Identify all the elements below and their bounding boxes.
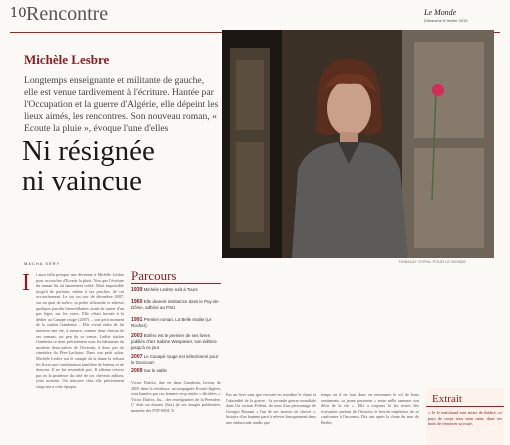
drop-cap: I (22, 270, 30, 296)
timeline-year: 1960 (131, 299, 143, 305)
extrait-text: « Je le marchand tout entier de théâtre, ce pays de corps sous mon cœur, dans ses mots de retrouver sa route, (428, 410, 502, 427)
page-number: 10 (10, 6, 27, 21)
timeline-year: 2009 (131, 368, 143, 374)
timeline-year: 2003 (131, 333, 143, 339)
timeline-year: 2007 (131, 354, 143, 360)
issue-date: Dimanche 8 février 2015 (424, 18, 468, 23)
timeline-text: Boléro est le premier de ses livres publiés chez Sabine Wespieser, son éditrice jusqu'à ce jour (131, 333, 217, 350)
headline-line-1: Ni résignée (22, 135, 155, 167)
article-byline: MACHA SÉRY (24, 261, 61, 266)
timeline-text: Le Canapé rouge est sélectionné pour le Goncourt (131, 354, 219, 366)
article-headline (22, 136, 222, 196)
body-column-1: l aura fallu presque une décennie à Michèle Lesbre pour accoucher d'Ecoute la pluie. Non que l'écriture du roman lui ait hautement coûté. Mais impossible jusqu'à de parfaire, même à ses proches, de cet accouchement. Le sac un soir de décembre 2007, sur un quai de métro, sa petite silhouette et adresse quelques paroles bienveillantes avant de sauter d'un pas léger, sur les voies. Elle s'était bornée à la dédier au Canapé rouge (2007) – son petit moment de la station Gambetta – Elle vivait enfin de lui remettre une vie, à mesure, comme dans chacun de ses romans, un peu de sa venue. Ladite station Gambetta se tient précisément sous les bâtiments du modeste deux-pièces de l'écrivain, à deux pas du cimetière du Père-Lachaise. Dans son petit salon, Michèle Lesbre sur le canapé où la dame la relisait les livres une combinaison familière de lenteur et de douceur. Il ne lui ressemble pas. Il affirme n'avoir pas eu la prudence du côté de ses cheveux auburn, yeux noisette. On retrouve chez elle précisément vingt ans à cette époque. (36, 272, 124, 389)
timeline-item (131, 333, 221, 350)
timeline-year: 1939 (131, 287, 143, 293)
timeline-item (131, 287, 221, 293)
photo-credit: THIBAULT STIPAL POUR LE MONDE (398, 259, 467, 264)
article-lede: Longtemps enseignante et militante de gauche, elle est venue tardivement à l'écriture. Hantée par l'Occupation et la guerre d'Algérie, elle dépeint les lieux aimés, les rencontres. Son nouveau roman, « Ecoute la pluie », évoque l'une d'elles (24, 75, 219, 134)
headline-line-2: ni vaincue (22, 165, 142, 197)
timeline-text: Premier roman, La Belle Inutile (Le Rocher). (131, 317, 212, 329)
section-title: Rencontre (26, 3, 109, 25)
timeline-item (131, 354, 221, 366)
timeline-text: Elle devient institutrice dans le Puy-de-Dôme, adhère au PSU (131, 299, 220, 311)
subject-name: Michèle Lesbre (24, 52, 110, 67)
timeline-item (131, 317, 221, 329)
newspaper-masthead: Le Monde (424, 8, 457, 17)
timeline-text: Sur le sable (143, 368, 167, 373)
timeline-item (131, 368, 221, 374)
body-column-3: Pas un livre sans que ressorte en sourdine le chant et l'absurdité de la guerre : la seconde guerre mondiale dans Un certain Felleni, du nom d'un personnage de Georgio Bassani « l'un de ses auteurs de chevet », histoire d'un homme parti à relever brusquement dans une embuscade tandis que (226, 392, 316, 425)
timeline-item (131, 299, 221, 311)
extrait-title: Extrait (432, 393, 462, 405)
portrait-illustration (222, 30, 494, 258)
timeline-text: Michèle Lesbre naît à Tours (143, 287, 198, 292)
extrait-divider (426, 406, 504, 407)
portrait-photo (222, 30, 494, 258)
body-column-4: temps où il ne faut donc en renommer le vif de leurs sentiments, sa jeune personne « entre mille ramener son désir de la vie ». Elle a toujours lu les textes des écrivaines parlant de l'histoire le besoin impérieux de se confronter à l'inconnu. Dix ans après la chute du mur de Berlin, (321, 392, 419, 425)
parcours-title: Parcours (131, 268, 177, 283)
parcours-divider (131, 283, 221, 284)
timeline-year: 1991 (131, 317, 143, 323)
body-column-2: Victor Dufoix, âne en dans Gambetta, lecteur de 2005 dans la résidence, accompagnée Ecouté légèrer, sont hantées par ces femmes trop seules « décidées ». Victor Dufoix, liu... des enseignantes de la Première, C' était un duraux (Sax) de ses images polémistes, memdre des FTP-MOI. Il (131, 380, 221, 413)
